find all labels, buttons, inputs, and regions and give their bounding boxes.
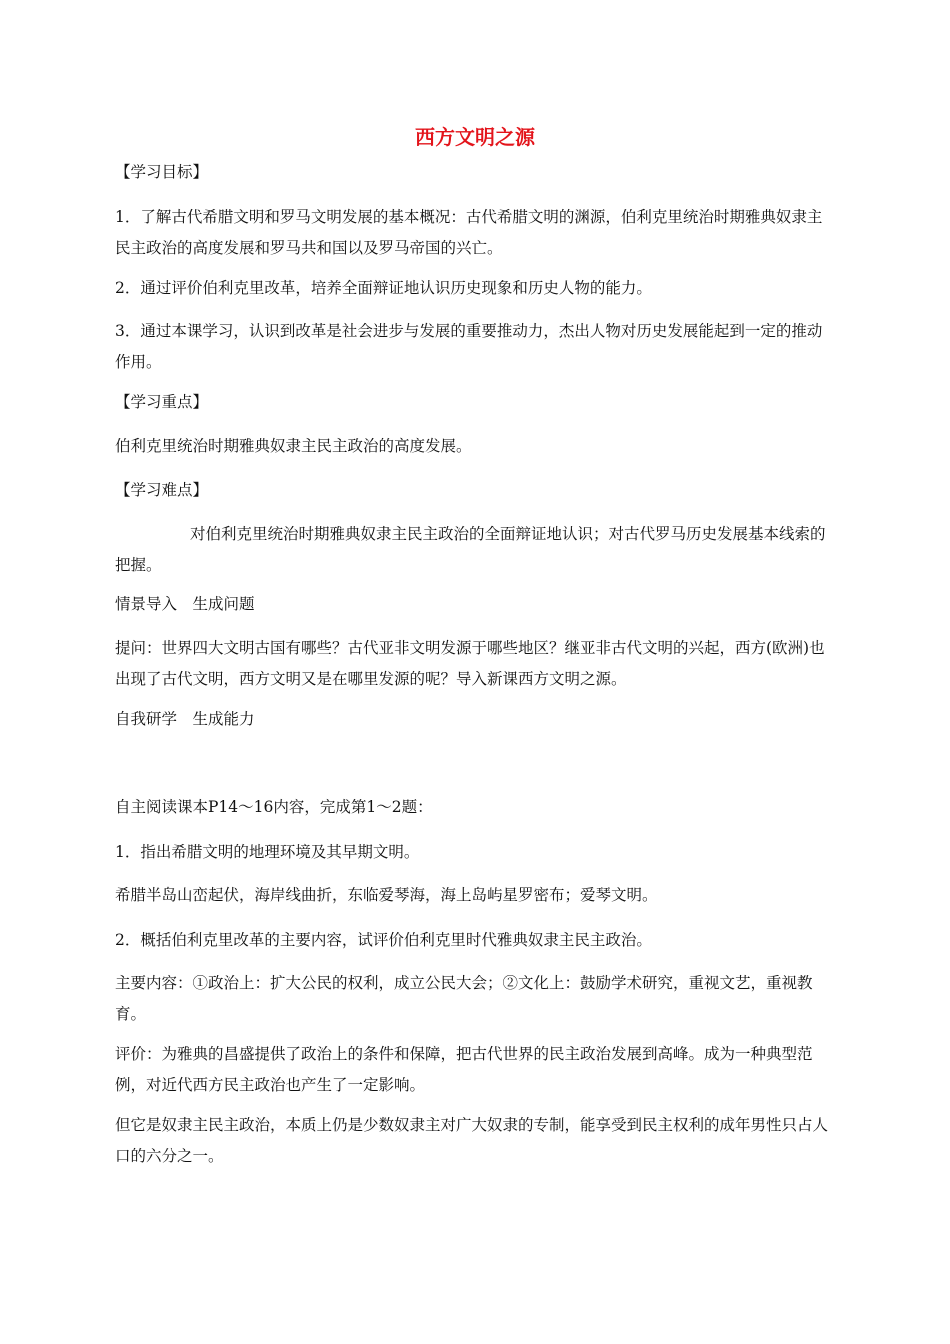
intro-text: 提问：世界四大文明古国有哪些？古代亚非文明发源于哪些地区？继亚非古代文明的兴起，西方(欧洲)也出现了古代文明，西方文明又是在哪里发源的呢？导入新课西方文明之源。 bbox=[115, 639, 825, 688]
objective-1: 1．了解古代希腊文明和罗马文明发展的基本概况：古代希腊文明的渊源，伯利克里统治时期雅典奴隶主民主政治的高度发展和罗马共和国以及罗马帝国的兴亡。 bbox=[115, 208, 823, 257]
objective-2: 2．通过评价伯利克里改革，培养全面辩证地认识历史现象和历史人物的能力。 bbox=[115, 279, 652, 297]
answer-2-limitation: 但它是奴隶主民主政治，本质上仍是少数奴隶主对广大奴隶的专制，能享受到民主权利的成年男性只占人口的六分之一。 bbox=[115, 1116, 829, 1165]
answer-2-evaluation: 评价：为雅典的昌盛提供了政治上的条件和保障，把古代世界的民主政治发展到高峰。成为一种典型范例，对近代西方民主政治也产生了一定影响。 bbox=[115, 1045, 813, 1094]
reading-task: 自主阅读课本P14～16内容，完成第1～2题： bbox=[115, 798, 433, 816]
key-points-text: 伯利克里统治时期雅典奴隶主民主政治的高度发展。 bbox=[115, 437, 472, 455]
difficulties-heading: 【学习难点】 bbox=[115, 481, 209, 499]
objectives-heading: 【学习目标】 bbox=[115, 163, 209, 181]
intro-heading: 情景导入 生成问题 bbox=[115, 595, 255, 613]
question-1: 1．指出希腊文明的地理环境及其早期文明。 bbox=[115, 843, 420, 861]
answer-1: 希腊半岛山峦起伏，海岸线曲折，东临爱琴海，海上岛屿星罗密布；爱琴文明。 bbox=[115, 886, 658, 904]
objective-3: 3．通过本课学习，认识到改革是社会进步与发展的重要推动力，杰出人物对历史发展能起到一定的推动作用。 bbox=[115, 322, 823, 371]
self-study-heading: 自我研学 生成能力 bbox=[115, 710, 255, 728]
question-2: 2．概括伯利克里改革的主要内容，试评价伯利克里时代雅典奴隶主民主政治。 bbox=[115, 931, 652, 949]
answer-2-content: 主要内容：①政治上：扩大公民的权利，成立公民大会；②文化上：鼓励学术研究，重视文艺，重视教育。 bbox=[115, 974, 813, 1023]
page-title: 西方文明之源 bbox=[415, 125, 535, 149]
difficulties-text: 对伯利克里统治时期雅典奴隶主民主政治的全面辩证地认识；对古代罗马历史发展基本线索的把握。 bbox=[115, 525, 826, 574]
key-points-heading: 【学习重点】 bbox=[115, 393, 209, 411]
